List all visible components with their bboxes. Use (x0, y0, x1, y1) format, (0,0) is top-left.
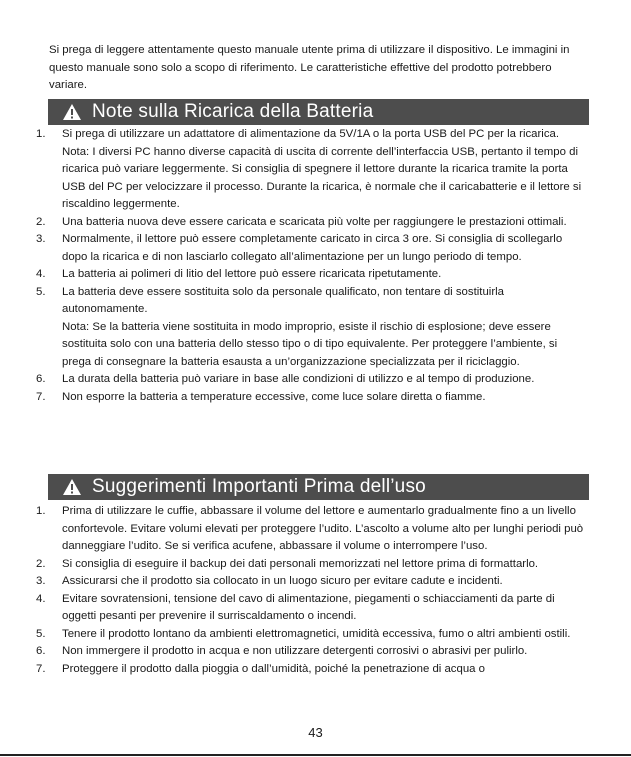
item-number: 2. (36, 557, 46, 570)
list-item (36, 266, 589, 284)
battery-notes-list (36, 126, 589, 406)
warning-icon (62, 477, 82, 497)
page-number: 43 (308, 725, 323, 740)
list-item (36, 573, 589, 591)
list-item (36, 284, 589, 372)
list-item (36, 389, 589, 407)
item-text: Normalmente, il lettore può essere completamente caricato in circa 3 ore. Si consiglia di scollegarlo dopo la ricarica e di non lasciarlo collegato all’alimentazione per un lungo periodo di tempo. (62, 233, 563, 263)
item-text: Si consiglia di eseguire il backup dei dati personali memorizzati nel lettore prima di formattarlo. (62, 557, 539, 570)
intro-paragraph: Si prega di leggere attentamente questo manuale utente prima di utilizzare il dispositivo. Le immagini in questo manuale sono solo a scopo di riferimento. Le caratteristiche effettive del prodotto potrebbero variare. (49, 44, 570, 91)
warning-icon (62, 102, 82, 122)
list-item (36, 556, 589, 574)
list-item (36, 643, 589, 661)
item-text: Tenere il prodotto lontano da ambienti elettromagnetici, umidità eccessiva, fumo o altri ambienti ostili. (62, 627, 571, 640)
item-note: Nota: Se la batteria viene sostituita in modo improprio, esiste il rischio di esplosione; deve essere sostituita solo con una batteria dello stesso tipo o di tipo equivalente. Per proteggere l’ambiente, si prega di consegnare la batteria esausta a un’organizzazione specializzata per il riciclaggio. (62, 320, 558, 368)
item-text: Non immergere il prodotto in acqua e non utilizzare detergenti corrosivi o abrasivi per pulirlo. (62, 645, 528, 657)
item-text: Una batteria nuova deve essere caricata e scaricata più volte per raggiungere le prestazioni ottimali. (62, 215, 567, 228)
list-item (36, 503, 589, 556)
item-text: Evitare sovratensioni, tensione del cavo di alimentazione, piegamenti o schiacciamenti da parte di oggetti pesanti per prevenire il surriscaldamento o incendi. (62, 592, 555, 622)
section-banner-important-tips (48, 474, 589, 500)
list-item (36, 591, 589, 626)
list-item (36, 126, 589, 214)
item-number: 5. (36, 285, 46, 298)
important-tips-list (36, 503, 589, 678)
item-text: Si prega di utilizzare un adattatore di alimentazione da 5V/1A o la porta USB del PC per la ricarica. (62, 128, 560, 140)
item-text: La batteria deve essere sostituita solo da personale qualificato, non tentare di sostituirla autonomamente. (62, 285, 504, 315)
item-number: 1. (36, 128, 46, 140)
item-number: 2. (36, 215, 46, 228)
item-text: La batteria ai polimeri di litio del lettore può essere ricaricata ripetutamente. (62, 268, 442, 280)
list-item (36, 626, 589, 644)
item-number: 1. (36, 505, 46, 517)
item-number: 6. (36, 645, 46, 657)
list-item (36, 661, 589, 679)
list-item (36, 231, 589, 266)
item-text: La durata della batteria può variare in base alle condizioni di utilizzo e al tempo di produzione. (62, 373, 535, 385)
section-title: Note sulla Ricarica della Batteria (92, 101, 374, 122)
item-number: 7. (36, 662, 46, 675)
item-number: 3. (36, 575, 46, 587)
list-item (36, 371, 589, 389)
item-text: Non esporre la batteria a temperature eccessive, come luce solare diretta o fiamme. (62, 390, 486, 403)
bottom-rule (0, 754, 631, 756)
item-number: 6. (36, 373, 46, 385)
item-number: 7. (36, 390, 46, 403)
item-number: 4. (36, 268, 46, 280)
list-item (36, 214, 589, 232)
item-number: 5. (36, 627, 46, 640)
section-banner-battery-charging (48, 99, 589, 125)
item-text: Prima di utilizzare le cuffie, abbassare il volume del lettore e aumentarlo gradualmente fino a un livello confortevole. Evitare volumi elevati per proteggere l’udito. L’ascolto a volume alto per lunghi periodi può danneggiare l’udito. Se si verifica acufene, abbassare il volume o interrompere l’uso. (62, 505, 584, 552)
item-note: Nota: I diversi PC hanno diverse capacità di uscita di corrente dell’interfaccia USB, pertanto il tempo di ricarica può variare leggermente. Si consiglia di spegnere il lettore durante la ricarica tramite la porta USB del PC per velocizzare il processo. Durante la ricarica, è normale che il caricabatterie e il lettore si riscaldino leggermente. (62, 145, 582, 210)
item-text: Assicurarsi che il prodotto sia collocato in un luogo sicuro per evitare cadute e incidenti. (62, 575, 503, 587)
item-number: 4. (36, 592, 46, 605)
item-number: 3. (36, 233, 46, 245)
section-title: Suggerimenti Importanti Prima dell’uso (92, 476, 426, 497)
item-text: Proteggere il prodotto dalla pioggia o dall’umidità, poiché la penetrazione di acqua o (62, 662, 486, 675)
